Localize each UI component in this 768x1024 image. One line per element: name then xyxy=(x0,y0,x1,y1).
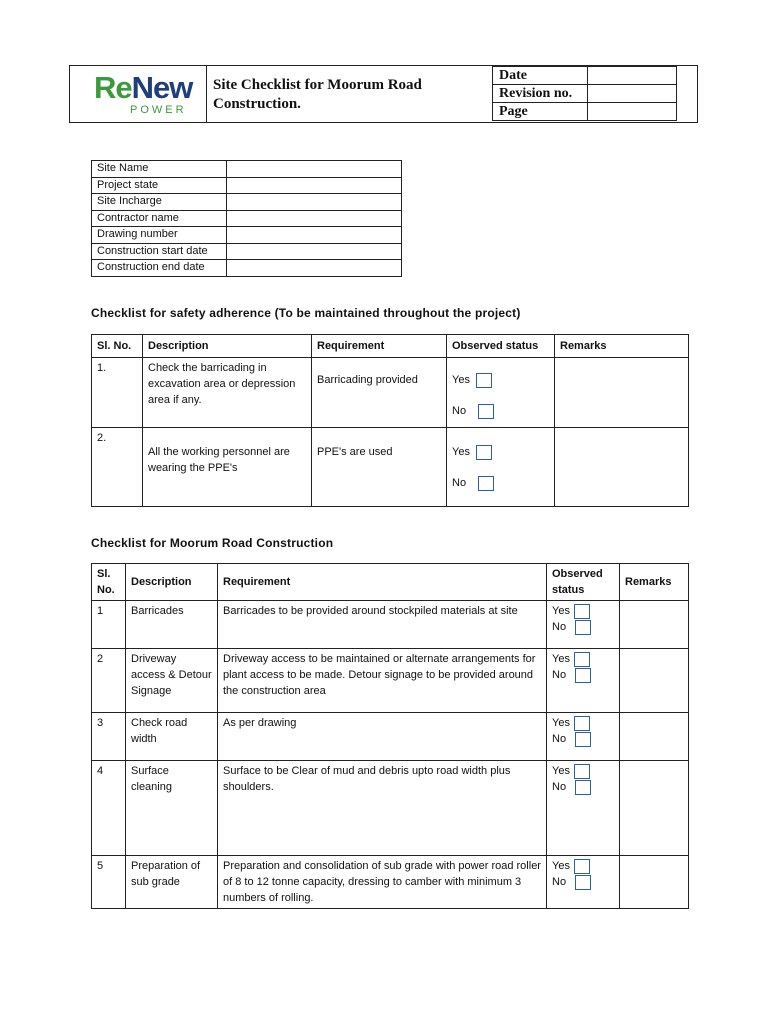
meta-value-revision[interactable] xyxy=(588,85,677,103)
row-requirement: Surface to be Clear of mud and debris upto road width plus shoulders. xyxy=(218,761,547,856)
no-label: No xyxy=(552,781,567,793)
site-info-row xyxy=(92,177,402,194)
yes-label: Yes xyxy=(552,860,570,872)
meta-row-revision xyxy=(493,85,677,103)
row-observed-status xyxy=(547,761,620,856)
column-header: Requirement xyxy=(312,335,447,358)
table-header-row xyxy=(92,564,689,601)
yes-checkbox[interactable] xyxy=(574,652,590,667)
row-description: All the working personnel are wearing the PPE's xyxy=(143,428,312,507)
yes-label: Yes xyxy=(452,374,470,386)
site-info-value[interactable] xyxy=(227,177,402,194)
no-checkbox[interactable] xyxy=(575,620,591,635)
site-info-value[interactable] xyxy=(227,194,402,211)
row-remarks[interactable] xyxy=(555,358,689,428)
no-checkbox[interactable] xyxy=(575,780,591,795)
meta-label: Revision no. xyxy=(493,85,588,103)
site-info-row xyxy=(92,161,402,178)
site-info-row xyxy=(92,194,402,211)
row-number: 1. xyxy=(92,358,143,428)
meta-value-page[interactable] xyxy=(588,103,677,121)
meta-value-date[interactable] xyxy=(588,67,677,85)
site-info-label: Construction end date xyxy=(92,260,227,277)
row-observed-status xyxy=(547,601,620,649)
row-number: 2 xyxy=(92,649,126,713)
no-label: No xyxy=(552,876,567,888)
site-info-row xyxy=(92,227,402,244)
row-number: 1 xyxy=(92,601,126,649)
meta-label: Page xyxy=(493,103,588,121)
row-description: Check the barricading in excavation area or depression area if any. xyxy=(143,358,312,428)
site-info-row xyxy=(92,210,402,227)
row-description: Driveway access & Detour Signage xyxy=(126,649,218,713)
table-row xyxy=(92,601,689,649)
row-requirement: Barricades to be provided around stockpiled materials at site xyxy=(218,601,547,649)
yes-label: Yes xyxy=(552,765,570,777)
row-description: Surface cleaning xyxy=(126,761,218,856)
row-remarks[interactable] xyxy=(620,601,689,649)
document-header xyxy=(69,65,698,123)
yes-checkbox[interactable] xyxy=(574,764,590,779)
yes-checkbox[interactable] xyxy=(574,859,590,874)
row-remarks[interactable] xyxy=(620,856,689,909)
meta-row-page xyxy=(493,103,677,121)
row-number: 4 xyxy=(92,761,126,856)
yes-checkbox[interactable] xyxy=(574,604,590,619)
column-header: Sl. No. xyxy=(92,335,143,358)
row-remarks[interactable] xyxy=(620,761,689,856)
yes-checkbox[interactable] xyxy=(476,373,492,388)
no-label: No xyxy=(552,621,567,633)
row-observed-status xyxy=(447,358,555,428)
table-row xyxy=(92,761,689,856)
site-info-label: Site Name xyxy=(92,161,227,178)
site-info-value[interactable] xyxy=(227,260,402,277)
site-info-value[interactable] xyxy=(227,161,402,178)
yes-label: Yes xyxy=(552,717,570,729)
column-header: Remarks xyxy=(555,335,689,358)
row-description: Preparation of sub grade xyxy=(126,856,218,909)
yes-checkbox[interactable] xyxy=(476,445,492,460)
row-observed-status xyxy=(547,856,620,909)
row-requirement: PPE's are used xyxy=(312,428,447,507)
logo-subtitle: POWER xyxy=(130,104,187,116)
column-header: Observed status xyxy=(447,335,555,358)
site-info-value[interactable] xyxy=(227,243,402,260)
site-info-row xyxy=(92,260,402,277)
column-header: Sl. No. xyxy=(92,564,126,601)
no-label: No xyxy=(552,733,567,745)
column-header: Description xyxy=(126,564,218,601)
site-info-label: Drawing number xyxy=(92,227,227,244)
row-number: 5 xyxy=(92,856,126,909)
site-info-label: Site Incharge xyxy=(92,194,227,211)
moorum-checklist-table xyxy=(91,563,689,909)
safety-checklist-table xyxy=(91,334,689,507)
no-checkbox[interactable] xyxy=(478,404,494,419)
row-description: Check road width xyxy=(126,713,218,761)
column-header: Observed status xyxy=(547,564,620,601)
row-description: Barricades xyxy=(126,601,218,649)
no-checkbox[interactable] xyxy=(575,875,591,890)
row-remarks[interactable] xyxy=(620,649,689,713)
no-label: No xyxy=(452,405,467,417)
company-logo: ReNew xyxy=(94,70,193,105)
yes-label: Yes xyxy=(452,446,470,458)
row-observed-status xyxy=(547,649,620,713)
row-requirement: As per drawing xyxy=(218,713,547,761)
site-info-row xyxy=(92,243,402,260)
table-header-row xyxy=(92,335,689,358)
site-info-label: Project state xyxy=(92,177,227,194)
table-row xyxy=(92,856,689,909)
yes-label: Yes xyxy=(552,605,570,617)
table-row xyxy=(92,649,689,713)
row-number: 2. xyxy=(92,428,143,507)
site-info-table xyxy=(91,160,402,277)
moorum-checklist-heading: Checklist for Moorum Road Construction xyxy=(91,536,334,550)
safety-checklist-heading: Checklist for safety adherence (To be maintained throughout the project) xyxy=(91,306,521,320)
site-info-label: Construction start date xyxy=(92,243,227,260)
row-requirement: Preparation and consolidation of sub grade with power road roller of 8 to 12 tonne capacity, dressing to camber with minimum 3 numbers of rolling. xyxy=(218,856,547,909)
table-row xyxy=(92,358,689,428)
no-checkbox[interactable] xyxy=(575,732,591,747)
column-header: Requirement xyxy=(218,564,547,601)
document-title: Site Checklist for Moorum Road Construction. xyxy=(213,77,422,112)
no-checkbox[interactable] xyxy=(575,668,591,683)
row-observed-status xyxy=(447,428,555,507)
site-info-value[interactable] xyxy=(227,210,402,227)
logo-cell xyxy=(70,66,207,122)
row-remarks[interactable] xyxy=(555,428,689,507)
site-info-label: Contractor name xyxy=(92,210,227,227)
meta-row-date xyxy=(493,67,677,85)
column-header: Description xyxy=(143,335,312,358)
yes-checkbox[interactable] xyxy=(574,716,590,731)
row-number: 3 xyxy=(92,713,126,761)
row-requirement: Driveway access to be maintained or alternate arrangements for plant access to be made. Detour signage to be provided around the construction area xyxy=(218,649,547,713)
meta-label: Date xyxy=(493,67,588,85)
row-remarks[interactable] xyxy=(620,713,689,761)
site-info-value[interactable] xyxy=(227,227,402,244)
no-checkbox[interactable] xyxy=(478,476,494,491)
yes-label: Yes xyxy=(552,653,570,665)
no-label: No xyxy=(452,477,467,489)
column-header: Remarks xyxy=(620,564,689,601)
no-label: No xyxy=(552,669,567,681)
table-row xyxy=(92,713,689,761)
document-meta-table xyxy=(492,66,677,121)
table-row xyxy=(92,428,689,507)
row-observed-status xyxy=(547,713,620,761)
row-requirement: Barricading provided xyxy=(312,358,447,428)
